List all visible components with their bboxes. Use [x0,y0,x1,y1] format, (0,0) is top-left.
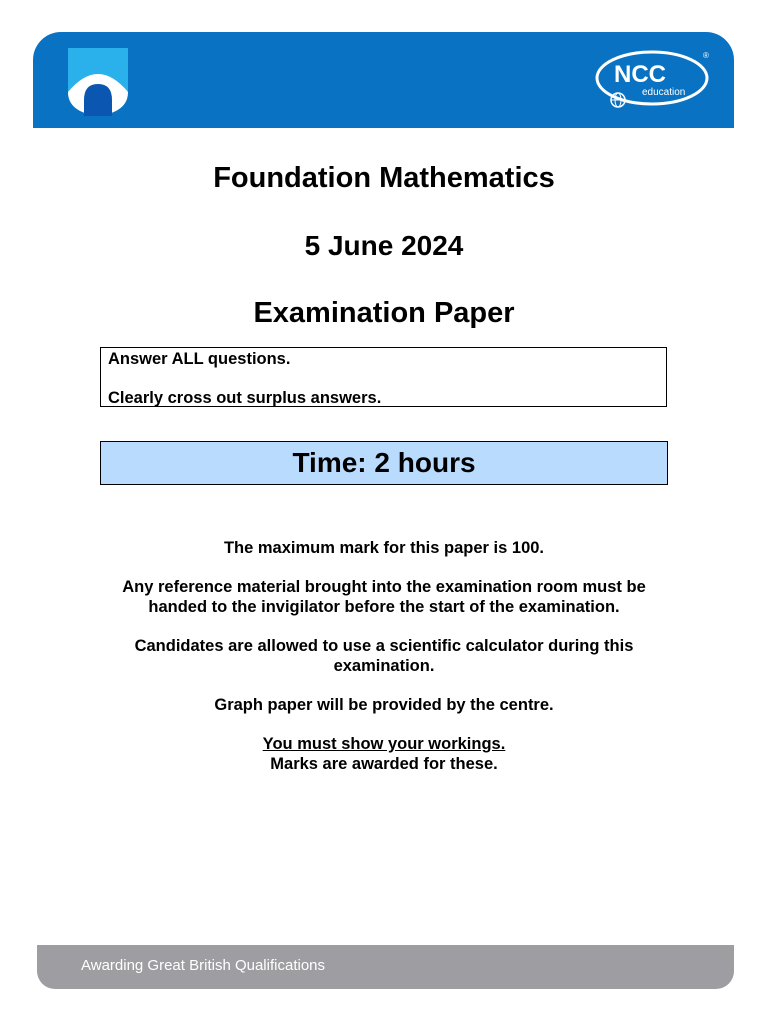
exam-date: 5 June 2024 [304,230,464,261]
reference-material-note: Any reference material brought into the examination room must be handed to the invigilator before the start of the examination. [122,578,646,616]
ncc-education-logo [594,46,712,112]
workings-note: You must show your workings. Marks are awarded for these. [262,735,506,773]
calculator-note: Candidates are allowed to use a scientific calculator during this examination. [134,637,634,675]
instructions-box [100,347,667,407]
exam-notes [80,538,688,793]
subject-title: Foundation Mathematics [213,162,555,194]
graph-paper-note: Graph paper will be provided by the centre. [214,696,554,714]
header-banner [33,32,734,128]
footer-banner [37,945,734,989]
max-mark-note: The maximum mark for this paper is 100. [223,539,545,557]
shield-logo-icon [66,46,130,118]
svg-text:education: education [642,87,686,98]
time-allowed: Time: 2 hours [100,441,668,485]
footer-tagline: Awarding Great British Qualifications [81,957,325,974]
paper-title: Examination Paper [253,297,515,329]
instruction-answer-all: Answer ALL questions. [108,350,291,368]
svg-text:®: ® [703,51,709,60]
svg-text:NCC: NCC [614,61,666,88]
instruction-cross-out: Clearly cross out surplus answers. [108,389,382,407]
